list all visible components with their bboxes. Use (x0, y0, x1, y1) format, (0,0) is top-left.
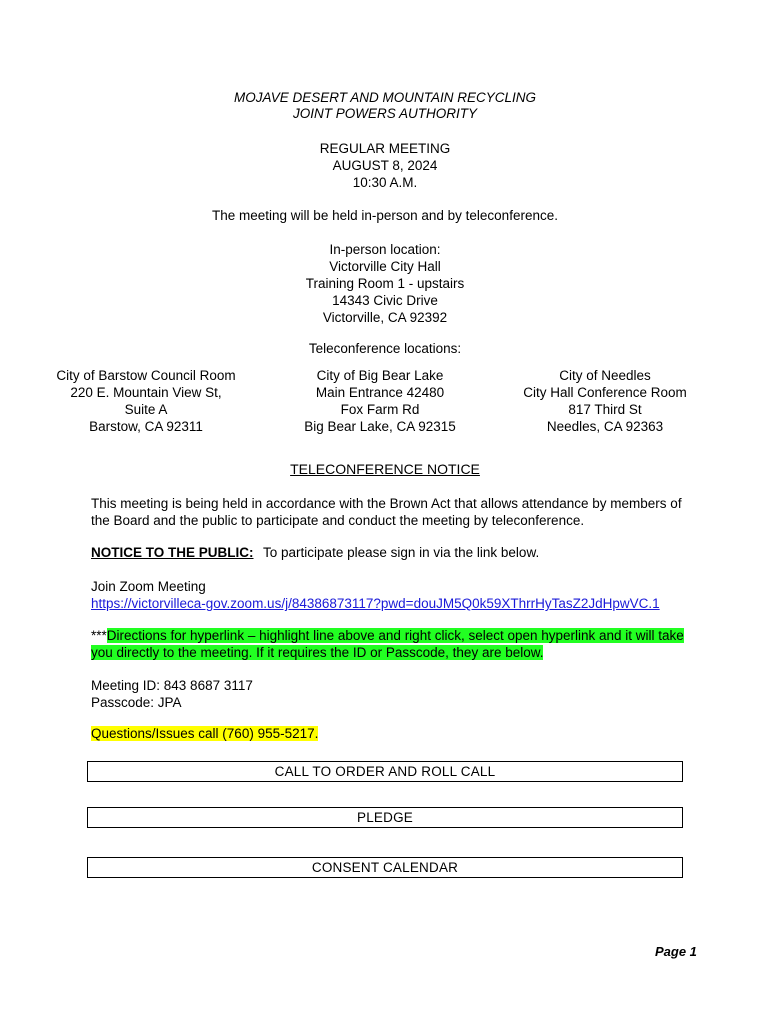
tele-location-big-bear (290, 367, 470, 435)
teleconference-notice-title (0, 461, 770, 477)
in-person-location (0, 241, 770, 326)
meeting-id: Meeting ID: 843 8687 3117 (91, 678, 253, 693)
zoom-label: Join Zoom Meeting (91, 579, 206, 594)
tele-location-line: Fox Farm Rd (340, 402, 420, 417)
tele-location-line: City of Needles (559, 368, 651, 383)
org-line-1: MOJAVE DESERT AND MOUNTAIN RECYCLING (233, 90, 537, 105)
tele-location-line: City of Barstow Council Room (56, 368, 236, 383)
agenda-item-call-to-order: CALL TO ORDER AND ROLL CALL (87, 761, 683, 782)
organization-title (0, 90, 770, 122)
passcode: Passcode: JPA (91, 695, 182, 710)
meeting-intro: The meeting will be held in-person and by teleconference. (212, 208, 558, 223)
tele-location-line: Needles, CA 92363 (546, 419, 664, 434)
questions-line (91, 726, 318, 741)
directions-text: Directions for hyperlink – highlight line above and right click, select open hyperlink and it will take you directly to the meeting. If it requires the ID or Passcode, they are below. (91, 628, 684, 660)
meeting-credentials (91, 677, 253, 711)
tele-location-line: City Hall Conference Room (523, 385, 687, 400)
tele-location-line: Main Entrance 42480 (315, 385, 445, 400)
in-person-line: Training Room 1 - upstairs (305, 276, 465, 291)
tele-location-line: 817 Third St (568, 402, 642, 417)
in-person-line: 14343 Civic Drive (332, 293, 438, 308)
tele-location-line: 220 E. Mountain View St, (70, 385, 222, 400)
brown-act-paragraph: This meeting is being held in accordance with the Brown Act that allows attendance by members of the Board and the public to participate and conduct the meeting by teleconference. (91, 496, 682, 528)
page-number: Page 1 (655, 944, 697, 959)
zoom-link[interactable]: https://victorvilleca-gov.zoom.us/j/84386873117?pwd=douJM5Q0k59XThrrHyTasZ2JdHpwVC.1 (91, 596, 660, 611)
in-person-line: Victorville City Hall (329, 259, 441, 274)
in-person-line: Victorville, CA 92392 (322, 310, 448, 325)
tele-location-line: City of Big Bear Lake (316, 368, 444, 383)
tele-location-line: Big Bear Lake, CA 92315 (304, 419, 456, 434)
meeting-date: AUGUST 8, 2024 (332, 158, 438, 173)
hyperlink-directions (91, 627, 701, 661)
agenda-item-consent-calendar: CONSENT CALENDAR (87, 857, 683, 878)
tele-location-barstow (40, 367, 252, 435)
meeting-info (0, 140, 770, 191)
directions-prefix: *** (91, 628, 107, 643)
in-person-heading: In-person location: (329, 242, 441, 257)
tele-location-needles (505, 367, 705, 435)
agenda-item-pledge: PLEDGE (87, 807, 683, 828)
tele-location-line: Barstow, CA 92311 (89, 419, 203, 434)
tele-location-line: Suite A (124, 402, 168, 417)
meeting-time: 10:30 A.M. (352, 175, 418, 190)
zoom-section (91, 578, 660, 612)
public-notice-text: To participate please sign in via the link below. (263, 545, 540, 560)
notice-to-public (91, 545, 539, 560)
meeting-type: REGULAR MEETING (319, 141, 451, 156)
notice-title-text: TELECONFERENCE NOTICE (290, 461, 480, 477)
org-line-2: JOINT POWERS AUTHORITY (292, 106, 477, 121)
teleconference-heading: Teleconference locations: (308, 341, 462, 356)
questions-text: Questions/Issues call (760) 955-5217. (91, 726, 319, 741)
public-notice-label: NOTICE TO THE PUBLIC: (91, 545, 254, 560)
